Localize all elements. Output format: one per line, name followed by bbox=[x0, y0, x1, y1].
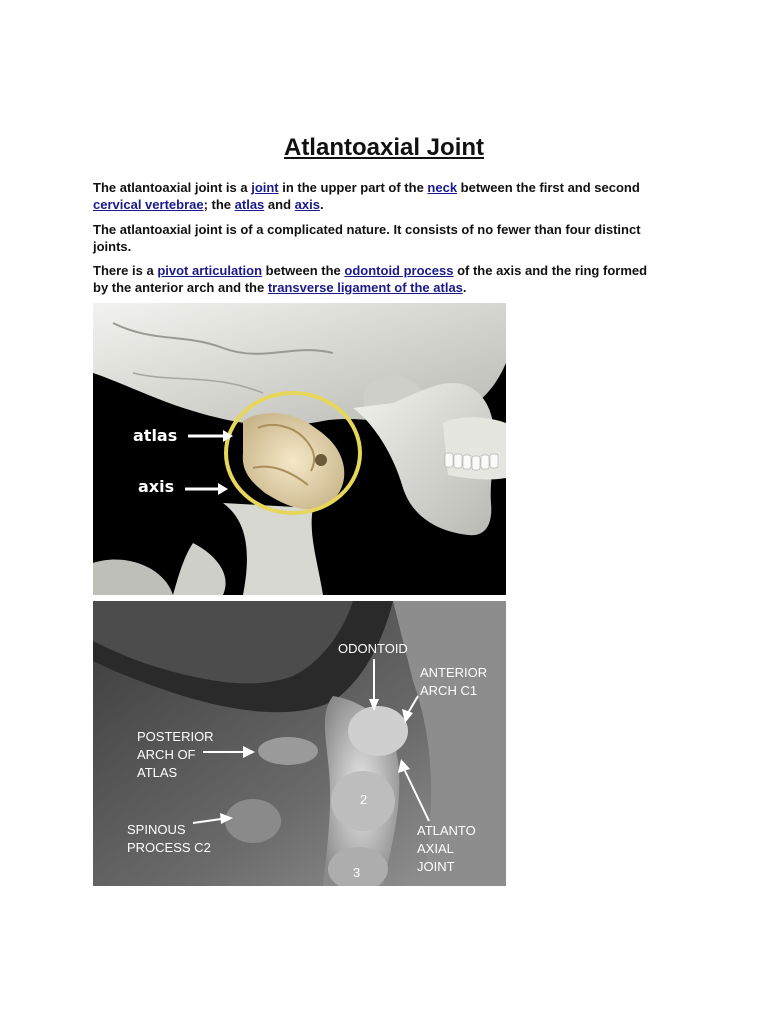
link-joint[interactable]: joint bbox=[251, 180, 279, 195]
label-anterior-arch-line1: ANTERIOR bbox=[420, 665, 488, 680]
link-cervical-vertebrae[interactable]: cervical vertebrae bbox=[93, 197, 204, 212]
text-run: and bbox=[264, 197, 295, 212]
label-posterior-arch-line1: POSTERIOR bbox=[137, 729, 214, 744]
pivot-paragraph bbox=[93, 262, 663, 296]
label-atlanto-axial-line1: ATLANTO bbox=[417, 823, 476, 838]
xray-image bbox=[93, 601, 506, 886]
vertebra-number-2: 2 bbox=[360, 792, 368, 807]
label-atlanto-axial-line3: JOINT bbox=[417, 859, 455, 874]
text-run: ; the bbox=[203, 197, 235, 212]
text-run: of the axis and the ring formed by the anterior arch and the bbox=[93, 263, 648, 295]
text-run: . bbox=[462, 280, 467, 295]
label-axis: axis bbox=[138, 477, 175, 496]
page-title: Atlantoaxial Joint bbox=[283, 134, 485, 162]
label-odontoid: ODONTOID bbox=[338, 641, 408, 656]
label-atlas: atlas bbox=[133, 426, 178, 445]
text-run: There is a bbox=[93, 263, 158, 278]
text-run: . bbox=[319, 197, 324, 212]
label-anterior-arch-line2: ARCH C1 bbox=[420, 683, 478, 698]
label-atlanto-axial-line2: AXIAL bbox=[417, 841, 454, 856]
text-run: between the first and second bbox=[457, 180, 640, 195]
link-odontoid-process[interactable]: odontoid process bbox=[344, 263, 454, 278]
skull-illustration bbox=[93, 303, 506, 595]
link-transverse-ligament[interactable]: transverse ligament of the atlas bbox=[267, 280, 463, 295]
intro-paragraph bbox=[93, 179, 663, 213]
xray-drawing bbox=[93, 601, 506, 886]
link-atlas[interactable]: atlas bbox=[234, 197, 265, 212]
link-axis[interactable]: axis bbox=[294, 197, 320, 212]
complexity-paragraph: The atlantoaxial joint is of a complicated nature. It consists of no fewer than four distinct joints. bbox=[93, 222, 641, 254]
label-posterior-arch-line3: ATLAS bbox=[137, 765, 178, 780]
link-neck[interactable]: neck bbox=[427, 180, 458, 195]
text-run: in the upper part of the bbox=[278, 180, 428, 195]
link-pivot-articulation[interactable]: pivot articulation bbox=[157, 263, 263, 278]
vertebra-number-3: 3 bbox=[353, 865, 361, 880]
label-spinous-line1: SPINOUS bbox=[127, 822, 186, 837]
label-spinous-line2: PROCESS C2 bbox=[127, 840, 211, 855]
skull-drawing bbox=[93, 303, 506, 595]
label-posterior-arch-line2: ARCH OF bbox=[137, 747, 196, 762]
text-run: The atlantoaxial joint is a bbox=[93, 180, 252, 195]
text-run: between the bbox=[262, 263, 345, 278]
